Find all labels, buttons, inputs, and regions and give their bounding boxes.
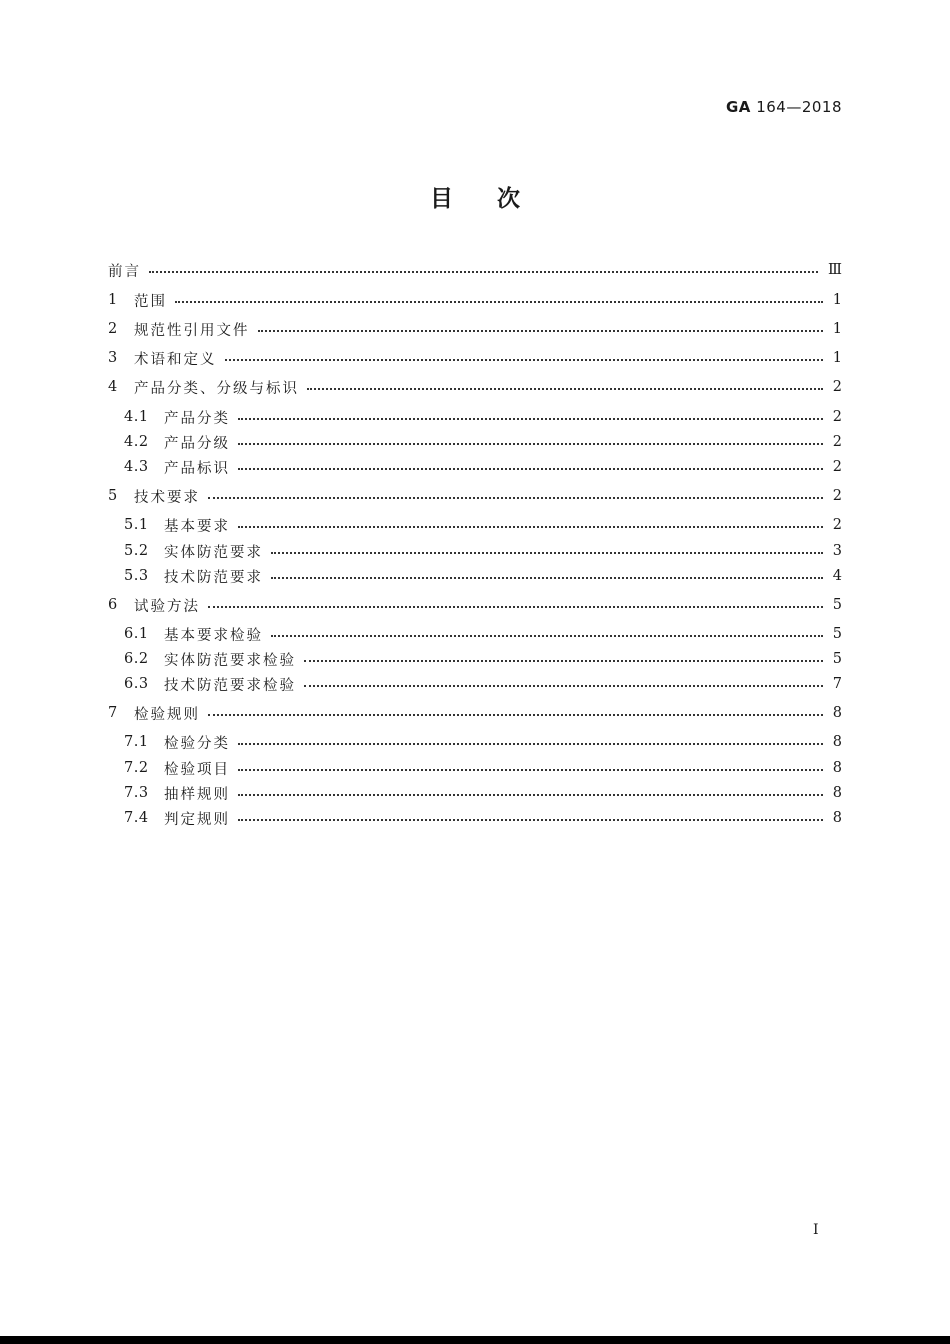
toc-entry-page: 2	[832, 409, 842, 425]
toc-entry[interactable]	[108, 702, 842, 724]
toc-entry-page: 4	[832, 568, 842, 584]
dot-leader	[238, 794, 823, 796]
toc-entry-label: 技术防范要求检验	[164, 677, 296, 694]
toc-entry-number: 5.2	[124, 543, 149, 559]
toc-entry-number: 5.3	[124, 568, 149, 584]
dot-leader	[208, 497, 823, 499]
dot-leader	[238, 526, 823, 528]
dot-leader	[225, 359, 823, 361]
toc-entry-label: 检验项目	[164, 761, 230, 778]
standard-number: 164—2018	[756, 98, 842, 116]
toc-entry-label: 产品分类、分级与标识	[134, 380, 299, 397]
toc-entry-label: 技术防范要求	[164, 569, 263, 586]
toc-entry-page: 1	[832, 350, 842, 366]
toc-entry-page: 2	[832, 488, 842, 504]
toc-entry[interactable]	[108, 259, 842, 281]
toc-entry-page: 3	[832, 543, 842, 559]
toc-entry-label: 产品分级	[164, 435, 230, 452]
toc-entry[interactable]	[108, 318, 842, 340]
toc-entry-number: 7.2	[124, 760, 149, 776]
standard-prefix: GA	[725, 98, 751, 116]
toc-entry-page: 5	[832, 651, 842, 667]
toc-entry-page: 8	[832, 705, 842, 721]
dot-leader	[238, 418, 823, 420]
toc-entry-page: Ⅲ	[828, 262, 842, 278]
toc-entry-number: 3	[108, 350, 118, 366]
toc-entry[interactable]	[124, 514, 842, 536]
toc-entry[interactable]	[124, 731, 842, 753]
toc-entry-number: 7.3	[124, 785, 149, 801]
dot-leader	[304, 660, 823, 662]
toc-entry[interactable]	[108, 289, 842, 311]
toc-entry[interactable]	[124, 648, 842, 670]
dot-leader	[208, 714, 823, 716]
toc-entry-label: 试验方法	[134, 598, 200, 615]
toc-entry-label: 术语和定义	[134, 351, 217, 368]
toc-entry-page: 7	[832, 676, 842, 692]
toc-entry-label: 基本要求检验	[164, 627, 263, 644]
toc-entry[interactable]	[124, 565, 842, 587]
toc-entry[interactable]	[124, 431, 842, 453]
toc-entry-number: 6.1	[124, 626, 149, 642]
toc-entry-number: 4.2	[124, 434, 149, 450]
standard-code	[726, 98, 842, 116]
toc-entry-page: 2	[832, 379, 842, 395]
toc-entry-page: 2	[832, 517, 842, 533]
toc-entry-label: 规范性引用文件	[134, 322, 250, 339]
toc-entry-label: 技术要求	[134, 489, 200, 506]
page-number: I	[813, 1222, 819, 1238]
dot-leader	[304, 685, 823, 687]
toc-entry-page: 8	[832, 785, 842, 801]
toc-entry-number: 5	[108, 488, 118, 504]
dot-leader	[208, 606, 823, 608]
toc-entry-page: 8	[832, 810, 842, 826]
toc-entry-number: 5.1	[124, 517, 149, 533]
dot-leader	[271, 552, 823, 554]
toc-entry[interactable]	[124, 406, 842, 428]
toc-entry[interactable]	[124, 540, 842, 562]
toc-entry-number: 6.3	[124, 676, 149, 692]
dot-leader	[149, 271, 818, 273]
toc-entry-page: 2	[832, 459, 842, 475]
toc-entry-label: 实体防范要求检验	[164, 652, 296, 669]
bottom-edge-strip	[0, 1336, 950, 1344]
toc-entry-page: 1	[832, 321, 842, 337]
toc-entry-page: 5	[832, 626, 842, 642]
toc-entry-page: 8	[832, 734, 842, 750]
toc-entry-page: 5	[832, 597, 842, 613]
toc-entry-label: 判定规则	[164, 811, 230, 828]
toc-entry-label: 前言	[108, 263, 141, 280]
dot-leader	[238, 443, 823, 445]
toc-entry[interactable]	[124, 782, 842, 804]
toc-entry[interactable]	[124, 673, 842, 695]
toc-entry-number: 7.1	[124, 734, 149, 750]
toc-entry-label: 产品标识	[164, 460, 230, 477]
toc-entry-number: 1	[108, 292, 118, 308]
dot-leader	[258, 330, 823, 332]
toc-entry-label: 范围	[134, 293, 167, 310]
dot-leader	[238, 743, 823, 745]
toc-entry-number: 6.2	[124, 651, 149, 667]
toc-entry-number: 4	[108, 379, 118, 395]
toc-entry-label: 实体防范要求	[164, 544, 263, 561]
toc-entry-page: 1	[832, 292, 842, 308]
dot-leader	[271, 635, 823, 637]
toc-title: 目次	[430, 186, 564, 212]
toc-entry-number: 2	[108, 321, 118, 337]
dot-leader	[238, 468, 823, 470]
toc-entry-label: 基本要求	[164, 518, 230, 535]
toc-entry[interactable]	[108, 485, 842, 507]
toc-entry-page: 2	[832, 434, 842, 450]
toc-entry-number: 4.1	[124, 409, 149, 425]
dot-leader	[271, 577, 823, 579]
toc-entry-number: 4.3	[124, 459, 149, 475]
toc-entry-number: 7.4	[124, 810, 149, 826]
toc-entry[interactable]	[124, 757, 842, 779]
toc-entry[interactable]	[124, 807, 842, 829]
toc-entry[interactable]	[124, 456, 842, 478]
toc-entry-number: 6	[108, 597, 118, 613]
toc-entry-label: 抽样规则	[164, 786, 230, 803]
toc-entry-label: 检验规则	[134, 706, 200, 723]
toc-entry[interactable]	[124, 623, 842, 645]
dot-leader	[175, 301, 823, 303]
toc-entry[interactable]	[108, 376, 842, 398]
toc-entry-label: 产品分类	[164, 410, 230, 427]
dot-leader	[238, 819, 823, 821]
toc-entry[interactable]	[108, 594, 842, 616]
dot-leader	[238, 769, 823, 771]
toc-entry-label: 检验分类	[164, 735, 230, 752]
toc-entry-page: 8	[832, 760, 842, 776]
toc-entry[interactable]	[108, 347, 842, 369]
dot-leader	[307, 388, 823, 390]
toc-entry-number: 7	[108, 705, 118, 721]
